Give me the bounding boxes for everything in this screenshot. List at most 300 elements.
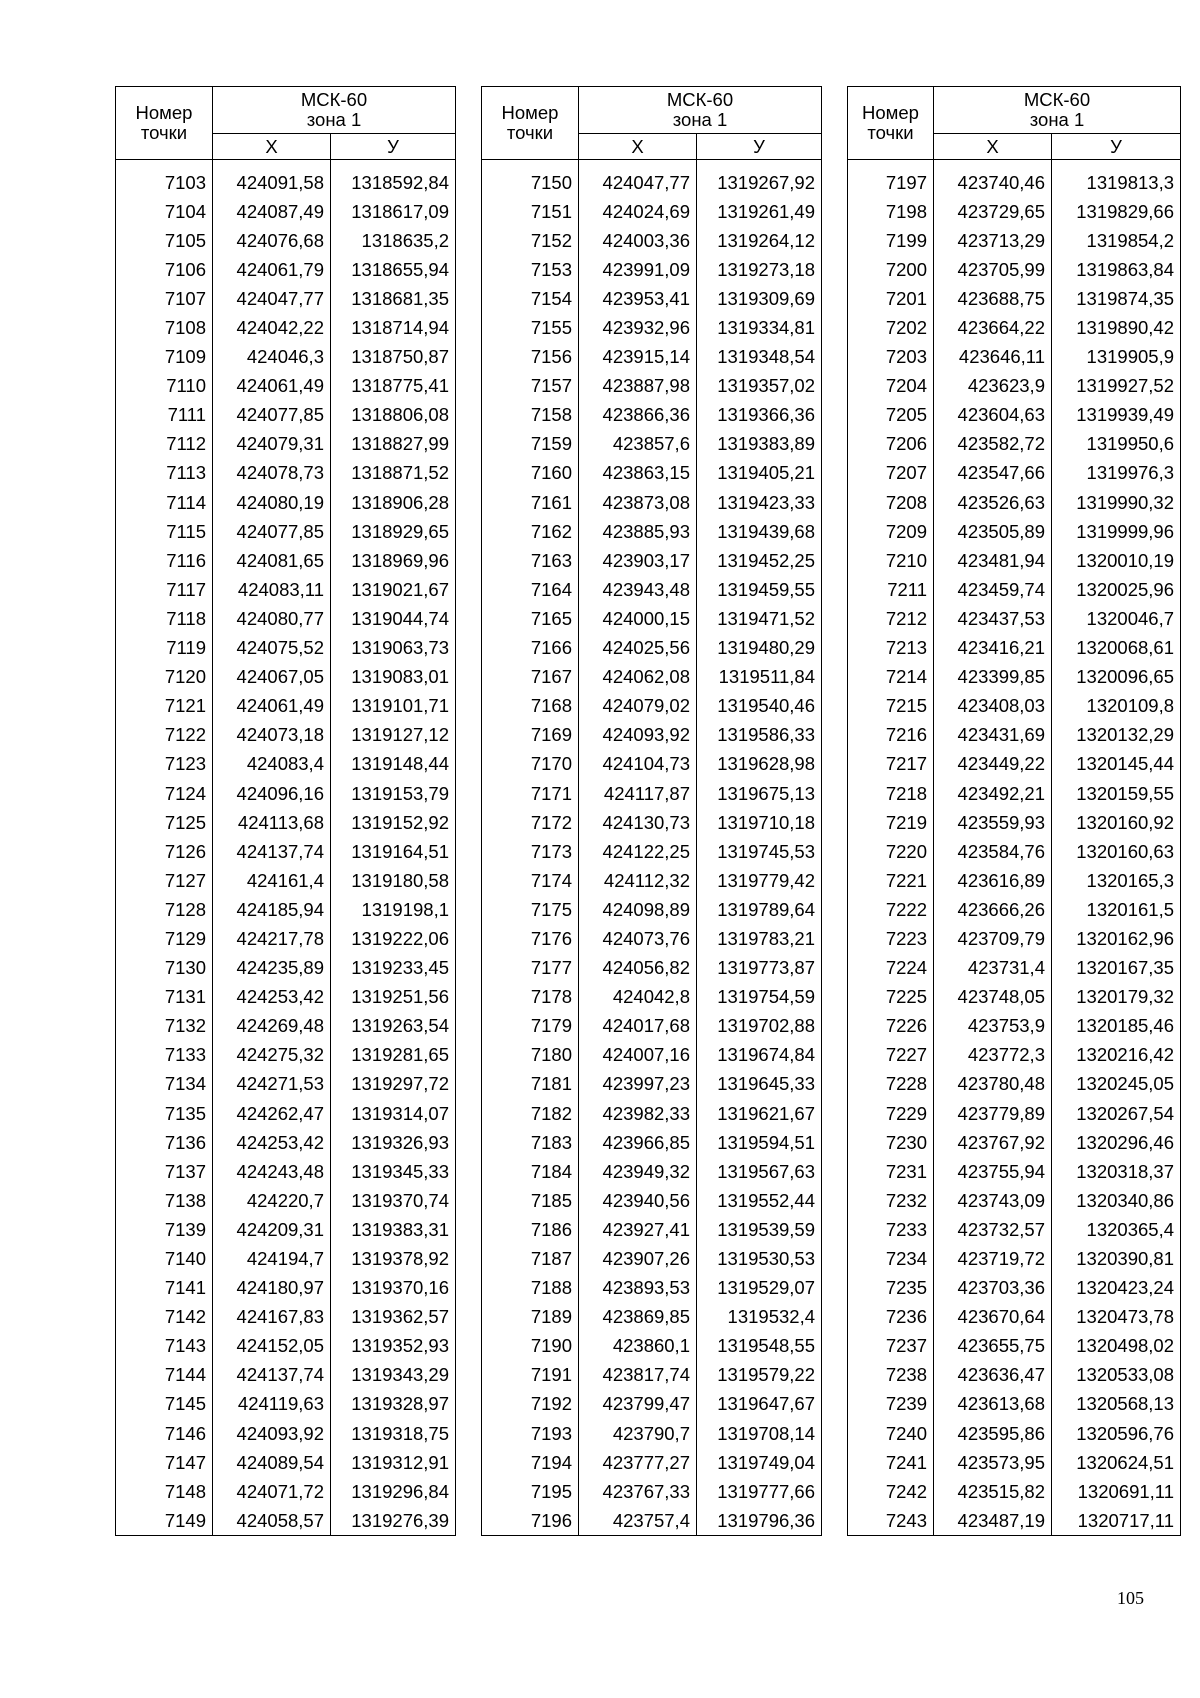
table-row	[848, 663, 1181, 692]
table-row	[482, 430, 822, 459]
x-coordinate-cell: 423748,05	[934, 983, 1052, 1012]
table-row	[848, 160, 1181, 198]
table-row	[848, 1477, 1181, 1506]
x-coordinate-cell: 423780,48	[934, 1070, 1052, 1099]
table-row	[482, 197, 822, 226]
table-row	[482, 866, 822, 895]
table-row	[848, 459, 1181, 488]
point-number-cell: 7206	[848, 430, 934, 459]
point-number-cell: 7155	[482, 313, 579, 342]
y-coordinate-cell: 1319621,67	[697, 1099, 822, 1128]
y-coordinate-cell: 1319777,66	[697, 1477, 822, 1506]
table-row	[482, 1448, 822, 1477]
y-coordinate-cell: 1319370,74	[331, 1186, 456, 1215]
x-coordinate-cell: 424056,82	[579, 954, 697, 983]
point-number-cell: 7148	[116, 1477, 213, 1506]
table-row	[848, 837, 1181, 866]
point-number-cell: 7160	[482, 459, 579, 488]
x-coordinate-cell: 424096,16	[213, 779, 331, 808]
x-coordinate-cell: 423709,79	[934, 924, 1052, 953]
x-coordinate-cell: 424235,89	[213, 954, 331, 983]
table-row	[848, 197, 1181, 226]
table-row	[848, 1361, 1181, 1390]
table-row	[482, 1070, 822, 1099]
point-number-cell: 7241	[848, 1448, 934, 1477]
x-coordinate-cell: 424081,65	[213, 546, 331, 575]
x-coordinate-cell: 424077,85	[213, 517, 331, 546]
table-row	[848, 1099, 1181, 1128]
table-row	[116, 575, 456, 604]
x-coordinate-cell: 424062,08	[579, 663, 697, 692]
y-coordinate-cell: 1319950,6	[1052, 430, 1181, 459]
table-row	[116, 808, 456, 837]
point-number-cell: 7152	[482, 226, 579, 255]
table-row	[482, 488, 822, 517]
y-coordinate-cell: 1319783,21	[697, 924, 822, 953]
point-number-cell: 7122	[116, 721, 213, 750]
y-coordinate-cell: 1319263,54	[331, 1012, 456, 1041]
x-coordinate-cell: 423863,15	[579, 459, 697, 488]
page-number: 105	[1117, 1588, 1144, 1608]
y-coordinate-cell: 1319383,31	[331, 1215, 456, 1244]
y-coordinate-cell: 1319021,67	[331, 575, 456, 604]
table-row	[482, 895, 822, 924]
table-row	[848, 954, 1181, 983]
table-row	[482, 1012, 822, 1041]
x-coordinate-cell: 424042,22	[213, 313, 331, 342]
point-number-cell: 7110	[116, 372, 213, 401]
x-coordinate-cell: 423623,9	[934, 372, 1052, 401]
table-row	[116, 1157, 456, 1186]
table-row	[848, 255, 1181, 284]
x-coordinate-cell: 423492,21	[934, 779, 1052, 808]
table-row	[482, 1361, 822, 1390]
table-row	[116, 430, 456, 459]
x-coordinate-cell: 423399,85	[934, 663, 1052, 692]
x-coordinate-cell: 424137,74	[213, 1361, 331, 1390]
y-coordinate-cell: 1320245,05	[1052, 1070, 1181, 1099]
table-row	[848, 372, 1181, 401]
y-coordinate-cell: 1319710,18	[697, 808, 822, 837]
y-coordinate-cell: 1318775,41	[331, 372, 456, 401]
point-number-cell: 7219	[848, 808, 934, 837]
y-coordinate-cell: 1320318,37	[1052, 1157, 1181, 1186]
x-coordinate-cell: 424089,54	[213, 1448, 331, 1477]
y-coordinate-cell: 1320596,76	[1052, 1419, 1181, 1448]
y-coordinate-cell: 1319628,98	[697, 750, 822, 779]
x-coordinate-cell: 424161,4	[213, 866, 331, 895]
table-row	[482, 1244, 822, 1273]
table-row	[482, 226, 822, 255]
x-coordinate-cell: 423907,26	[579, 1244, 697, 1273]
x-coordinate-cell: 423757,4	[579, 1506, 697, 1536]
point-number-cell: 7218	[848, 779, 934, 808]
x-coordinate-cell: 423817,74	[579, 1361, 697, 1390]
table-row	[848, 1128, 1181, 1157]
point-number-cell: 7187	[482, 1244, 579, 1273]
y-coordinate-cell: 1319352,93	[331, 1332, 456, 1361]
point-number-cell: 7232	[848, 1186, 934, 1215]
x-coordinate-cell: 424104,73	[579, 750, 697, 779]
y-coordinate-cell: 1320068,61	[1052, 634, 1181, 663]
y-coordinate-cell: 1319198,1	[331, 895, 456, 924]
y-coordinate-cell: 1320296,46	[1052, 1128, 1181, 1157]
y-coordinate-cell: 1319529,07	[697, 1274, 822, 1303]
x-coordinate-cell: 424047,77	[213, 284, 331, 313]
y-coordinate-cell: 1320533,08	[1052, 1361, 1181, 1390]
x-coordinate-cell: 423731,4	[934, 954, 1052, 983]
point-number-cell: 7185	[482, 1186, 579, 1215]
point-number-cell: 7151	[482, 197, 579, 226]
y-coordinate-cell: 1320340,86	[1052, 1186, 1181, 1215]
y-coordinate-cell: 1318635,2	[331, 226, 456, 255]
table-row	[116, 954, 456, 983]
x-coordinate-cell: 423616,89	[934, 866, 1052, 895]
table-row	[848, 808, 1181, 837]
table-row	[482, 808, 822, 837]
table-row	[482, 983, 822, 1012]
x-coordinate-cell: 424194,7	[213, 1244, 331, 1273]
y-coordinate-cell: 1319343,29	[331, 1361, 456, 1390]
table-row	[482, 924, 822, 953]
table-row	[116, 1215, 456, 1244]
x-coordinate-cell: 423857,6	[579, 430, 697, 459]
table-row	[848, 313, 1181, 342]
y-coordinate-cell: 1319459,55	[697, 575, 822, 604]
x-coordinate-cell: 423949,32	[579, 1157, 697, 1186]
table-row	[848, 750, 1181, 779]
point-number-cell: 7208	[848, 488, 934, 517]
point-number-cell: 7105	[116, 226, 213, 255]
point-number-cell: 7104	[116, 197, 213, 226]
y-coordinate-cell: 1319152,92	[331, 808, 456, 837]
table-row	[116, 1012, 456, 1041]
y-coordinate-cell: 1320159,55	[1052, 779, 1181, 808]
y-column-header: У	[697, 134, 822, 160]
point-number-cell: 7109	[116, 343, 213, 372]
table-row	[482, 313, 822, 342]
y-coordinate-cell: 1319366,36	[697, 401, 822, 430]
x-coordinate-cell: 423887,98	[579, 372, 697, 401]
y-coordinate-cell: 1319647,67	[697, 1390, 822, 1419]
y-coordinate-cell: 1319044,74	[331, 604, 456, 633]
point-number-cell: 7106	[116, 255, 213, 284]
point-number-cell: 7231	[848, 1157, 934, 1186]
x-coordinate-cell: 423604,63	[934, 401, 1052, 430]
table-row	[116, 284, 456, 313]
table-row	[116, 1303, 456, 1332]
y-coordinate-cell: 1319530,53	[697, 1244, 822, 1273]
x-coordinate-cell: 424269,48	[213, 1012, 331, 1041]
table-row	[116, 197, 456, 226]
table-row	[482, 1157, 822, 1186]
y-coordinate-cell: 1320167,35	[1052, 954, 1181, 983]
y-coordinate-cell: 1319773,87	[697, 954, 822, 983]
point-number-cell: 7233	[848, 1215, 934, 1244]
table-row	[482, 1390, 822, 1419]
x-coordinate-cell: 424152,05	[213, 1332, 331, 1361]
point-number-cell: 7193	[482, 1419, 579, 1448]
table-row	[482, 837, 822, 866]
point-number-cell: 7194	[482, 1448, 579, 1477]
table-row	[482, 954, 822, 983]
table-row	[116, 1274, 456, 1303]
x-coordinate-cell: 423431,69	[934, 721, 1052, 750]
table-row	[116, 866, 456, 895]
y-coordinate-cell: 1320025,96	[1052, 575, 1181, 604]
table-row	[482, 1215, 822, 1244]
point-number-cell: 7131	[116, 983, 213, 1012]
y-coordinate-cell: 1319874,35	[1052, 284, 1181, 313]
x-column-header: X	[213, 134, 331, 160]
y-coordinate-cell: 1318871,52	[331, 459, 456, 488]
x-column-header: X	[934, 134, 1052, 160]
point-number-cell: 7225	[848, 983, 934, 1012]
y-coordinate-cell: 1320624,51	[1052, 1448, 1181, 1477]
point-number-cell: 7210	[848, 546, 934, 575]
x-coordinate-cell: 423982,33	[579, 1099, 697, 1128]
table-row	[848, 924, 1181, 953]
point-number-cell: 7224	[848, 954, 934, 983]
point-number-cell: 7127	[116, 866, 213, 895]
table-row	[482, 575, 822, 604]
table-row	[848, 226, 1181, 255]
point-number-cell: 7168	[482, 692, 579, 721]
table-row	[482, 1099, 822, 1128]
point-number-cell: 7177	[482, 954, 579, 983]
point-number-cell: 7107	[116, 284, 213, 313]
x-coordinate-cell: 424061,49	[213, 372, 331, 401]
table-row	[848, 575, 1181, 604]
table-row	[848, 1186, 1181, 1215]
y-coordinate-cell: 1319063,73	[331, 634, 456, 663]
x-coordinate-cell: 423449,22	[934, 750, 1052, 779]
table-row	[116, 226, 456, 255]
y-coordinate-cell: 1318655,94	[331, 255, 456, 284]
point-number-cell: 7129	[116, 924, 213, 953]
point-number-cell: 7237	[848, 1332, 934, 1361]
y-coordinate-cell: 1319370,16	[331, 1274, 456, 1303]
table-row	[482, 1506, 822, 1536]
table-row	[848, 604, 1181, 633]
x-coordinate-cell: 423595,86	[934, 1419, 1052, 1448]
point-number-cell: 7188	[482, 1274, 579, 1303]
x-coordinate-cell: 423719,72	[934, 1244, 1052, 1273]
point-number-cell: 7184	[482, 1157, 579, 1186]
x-coordinate-cell: 423790,7	[579, 1419, 697, 1448]
y-coordinate-cell: 1320691,11	[1052, 1477, 1181, 1506]
point-number-cell: 7143	[116, 1332, 213, 1361]
table-row	[848, 721, 1181, 750]
point-number-cell: 7113	[116, 459, 213, 488]
y-coordinate-cell: 1319829,66	[1052, 197, 1181, 226]
y-coordinate-cell: 1319927,52	[1052, 372, 1181, 401]
x-coordinate-cell: 424000,15	[579, 604, 697, 633]
x-coordinate-cell: 423767,92	[934, 1128, 1052, 1157]
table-body	[482, 160, 822, 1536]
x-coordinate-cell: 424080,77	[213, 604, 331, 633]
point-number-cell: 7180	[482, 1041, 579, 1070]
x-coordinate-cell: 424167,83	[213, 1303, 331, 1332]
table-row	[482, 1274, 822, 1303]
point-number-cell: 7204	[848, 372, 934, 401]
x-coordinate-cell: 423515,82	[934, 1477, 1052, 1506]
table-row	[116, 1390, 456, 1419]
x-coordinate-cell: 423582,72	[934, 430, 1052, 459]
y-coordinate-cell: 1319281,65	[331, 1041, 456, 1070]
y-coordinate-cell: 1318969,96	[331, 546, 456, 575]
x-coordinate-cell: 423481,94	[934, 546, 1052, 575]
x-coordinate-cell: 423666,26	[934, 895, 1052, 924]
table-row	[848, 983, 1181, 1012]
point-number-cell: 7144	[116, 1361, 213, 1390]
table-row	[848, 284, 1181, 313]
point-number-cell: 7139	[116, 1215, 213, 1244]
point-number-header: Номер точки	[116, 87, 213, 160]
x-coordinate-cell: 423636,47	[934, 1361, 1052, 1390]
x-coordinate-cell: 423873,08	[579, 488, 697, 517]
table-row	[116, 1332, 456, 1361]
table-row	[848, 1244, 1181, 1273]
x-coordinate-cell: 424073,76	[579, 924, 697, 953]
table-row	[848, 1041, 1181, 1070]
y-coordinate-cell: 1319539,59	[697, 1215, 822, 1244]
table-row	[116, 924, 456, 953]
x-coordinate-cell: 424075,52	[213, 634, 331, 663]
y-coordinate-cell: 1318714,94	[331, 313, 456, 342]
x-coordinate-cell: 423547,66	[934, 459, 1052, 488]
point-number-cell: 7165	[482, 604, 579, 633]
x-coordinate-cell: 424067,05	[213, 663, 331, 692]
x-coordinate-cell: 423713,29	[934, 226, 1052, 255]
x-coordinate-cell: 423755,94	[934, 1157, 1052, 1186]
table-row	[848, 517, 1181, 546]
table-row	[482, 1419, 822, 1448]
point-number-cell: 7149	[116, 1506, 213, 1536]
point-number-cell: 7183	[482, 1128, 579, 1157]
table-row	[482, 779, 822, 808]
table-row	[482, 604, 822, 633]
point-number-cell: 7138	[116, 1186, 213, 1215]
y-coordinate-cell: 1319905,9	[1052, 343, 1181, 372]
point-number-cell: 7234	[848, 1244, 934, 1273]
y-coordinate-cell: 1319702,88	[697, 1012, 822, 1041]
point-number-cell: 7227	[848, 1041, 934, 1070]
point-number-cell: 7182	[482, 1099, 579, 1128]
coordinate-system-header: МСК-60 зона 1	[934, 87, 1181, 134]
x-coordinate-cell: 424271,53	[213, 1070, 331, 1099]
table-row	[482, 1041, 822, 1070]
y-coordinate-cell: 1319471,52	[697, 604, 822, 633]
point-number-cell: 7157	[482, 372, 579, 401]
table-row	[116, 488, 456, 517]
point-number-cell: 7201	[848, 284, 934, 313]
x-coordinate-cell: 424087,49	[213, 197, 331, 226]
x-coordinate-cell: 424042,8	[579, 983, 697, 1012]
table-row	[482, 1332, 822, 1361]
y-coordinate-cell: 1319854,2	[1052, 226, 1181, 255]
y-coordinate-cell: 1320216,42	[1052, 1041, 1181, 1070]
table-row	[116, 721, 456, 750]
point-number-cell: 7202	[848, 313, 934, 342]
x-coordinate-cell: 424024,69	[579, 197, 697, 226]
x-coordinate-cell: 423646,11	[934, 343, 1052, 372]
table-row	[482, 1303, 822, 1332]
table-row	[116, 750, 456, 779]
y-coordinate-cell: 1319251,56	[331, 983, 456, 1012]
x-coordinate-cell: 424220,7	[213, 1186, 331, 1215]
y-coordinate-cell: 1319439,68	[697, 517, 822, 546]
point-number-cell: 7240	[848, 1419, 934, 1448]
point-number-cell: 7134	[116, 1070, 213, 1099]
y-coordinate-cell: 1320165,3	[1052, 866, 1181, 895]
point-number-cell: 7126	[116, 837, 213, 866]
table-row	[116, 895, 456, 924]
point-number-cell: 7200	[848, 255, 934, 284]
y-coordinate-cell: 1320160,63	[1052, 837, 1181, 866]
point-number-cell: 7158	[482, 401, 579, 430]
x-coordinate-cell: 423799,47	[579, 1390, 697, 1419]
table-row	[116, 1070, 456, 1099]
x-coordinate-cell: 424262,47	[213, 1099, 331, 1128]
x-coordinate-cell: 423526,63	[934, 488, 1052, 517]
x-coordinate-cell: 424180,97	[213, 1274, 331, 1303]
table-row	[116, 517, 456, 546]
y-coordinate-cell: 1320568,13	[1052, 1390, 1181, 1419]
table-row	[482, 663, 822, 692]
y-coordinate-cell: 1320267,54	[1052, 1099, 1181, 1128]
y-coordinate-cell: 1320179,32	[1052, 983, 1181, 1012]
y-coordinate-cell: 1319180,58	[331, 866, 456, 895]
table-row	[848, 1332, 1181, 1361]
table-row	[116, 634, 456, 663]
y-coordinate-cell: 1319586,33	[697, 721, 822, 750]
point-number-cell: 7175	[482, 895, 579, 924]
x-coordinate-cell: 424046,3	[213, 343, 331, 372]
point-number-cell: 7133	[116, 1041, 213, 1070]
y-coordinate-cell: 1320365,4	[1052, 1215, 1181, 1244]
point-number-cell: 7163	[482, 546, 579, 575]
table-row	[116, 255, 456, 284]
y-coordinate-cell: 1320132,29	[1052, 721, 1181, 750]
y-coordinate-cell: 1319276,39	[331, 1506, 456, 1536]
x-coordinate-cell: 423655,75	[934, 1332, 1052, 1361]
y-coordinate-cell: 1319378,92	[331, 1244, 456, 1273]
table-row	[116, 837, 456, 866]
y-coordinate-cell: 1319083,01	[331, 663, 456, 692]
point-number-cell: 7167	[482, 663, 579, 692]
point-number-cell: 7235	[848, 1274, 934, 1303]
y-coordinate-cell: 1319383,89	[697, 430, 822, 459]
x-coordinate-cell: 423408,03	[934, 692, 1052, 721]
y-coordinate-cell: 1320160,92	[1052, 808, 1181, 837]
y-coordinate-cell: 1319328,97	[331, 1390, 456, 1419]
point-number-cell: 7207	[848, 459, 934, 488]
table-row	[848, 1157, 1181, 1186]
point-number-cell: 7226	[848, 1012, 934, 1041]
table-row	[482, 1477, 822, 1506]
point-number-cell: 7150	[482, 160, 579, 198]
table-row	[482, 1128, 822, 1157]
table-row	[116, 160, 456, 198]
x-coordinate-cell: 424073,18	[213, 721, 331, 750]
x-coordinate-cell: 423997,23	[579, 1070, 697, 1099]
y-coordinate-cell: 1318827,99	[331, 430, 456, 459]
point-number-cell: 7162	[482, 517, 579, 546]
point-number-cell: 7112	[116, 430, 213, 459]
y-coordinate-cell: 1319101,71	[331, 692, 456, 721]
table-row	[482, 634, 822, 663]
